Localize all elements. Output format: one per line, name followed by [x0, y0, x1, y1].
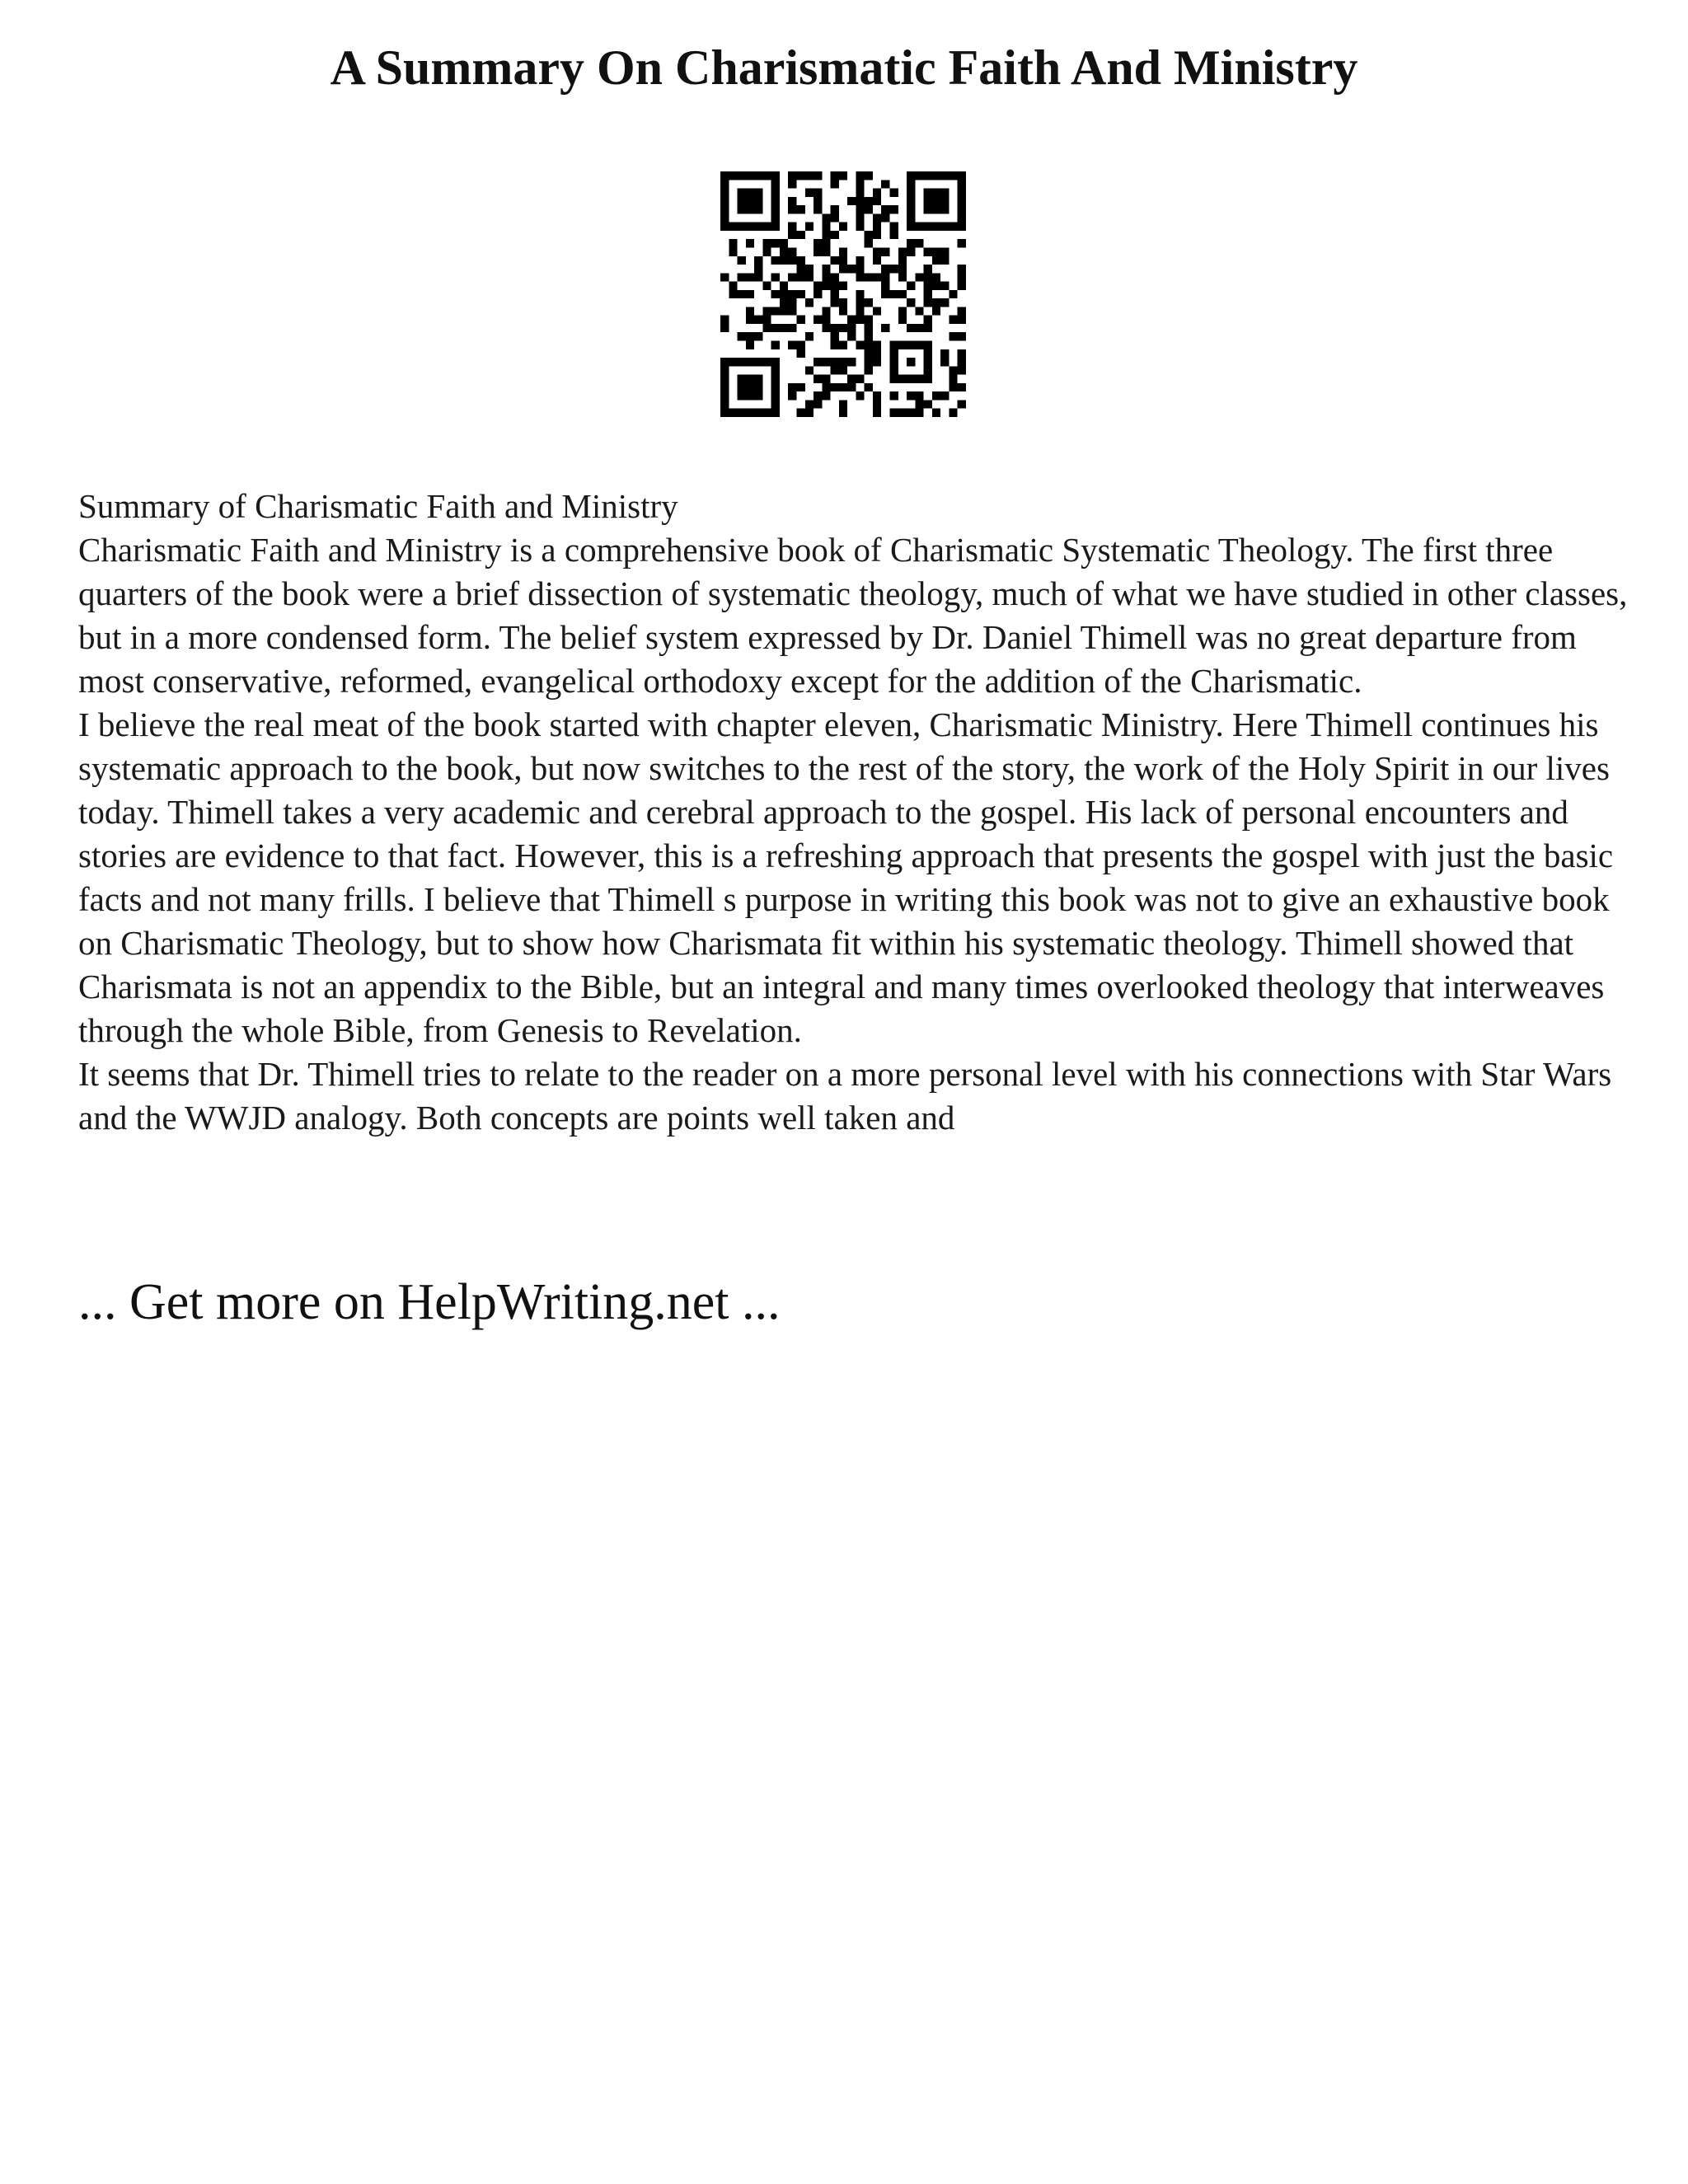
qr-code-icon: [720, 171, 966, 417]
page-title: A Summary On Charismatic Faith And Ministry: [330, 40, 1358, 95]
summary-heading-line: Summary of Charismatic Faith and Ministry: [78, 487, 678, 525]
summary-paragraph: Charismatic Faith and Ministry is a comprehensive book of Charismatic Systematic Theology. The first three quarters of the book were a brief dissection of systematic theology, much of what we have studied in other classes, but in a more condensed form. The belief system expressed by Dr. Daniel Thimell was no great departure from most conservative, reformed, evangelical orthodoxy except for the addition of the Charismatic.: [78, 531, 1628, 700]
summary-paragraph: It seems that Dr. Thimell tries to relate to the reader on a more personal level with his connections with Star Wars and the WWJD analogy. Both concepts are points well taken and: [78, 1055, 1612, 1137]
summary-body: [78, 485, 1628, 1140]
get-more-link[interactable]: ... Get more on HelpWriting.net ...: [78, 1274, 781, 1330]
summary-paragraph: I believe the real meat of the book started with chapter eleven, Charismatic Ministry. Here Thimell continues his systematic approach to the book, but now switches to the rest of the story, the work of the Holy Spirit in our lives today. Thimell takes a very academic and cerebral approach to the gospel. His lack of personal encounters and stories are evidence to that fact. However, this is a refreshing approach that presents the gospel with just the basic facts and not many frills. I believe that Thimell s purpose in writing this book was not to give an exhaustive book on Charismatic Theology, but to show how Charismata fit within his systematic theology. Thimell showed that Charismata is not an appendix to the Bible, but an integral and many times overlooked theology that interweaves through the whole Bible, from Genesis to Revelation.: [78, 705, 1614, 1049]
